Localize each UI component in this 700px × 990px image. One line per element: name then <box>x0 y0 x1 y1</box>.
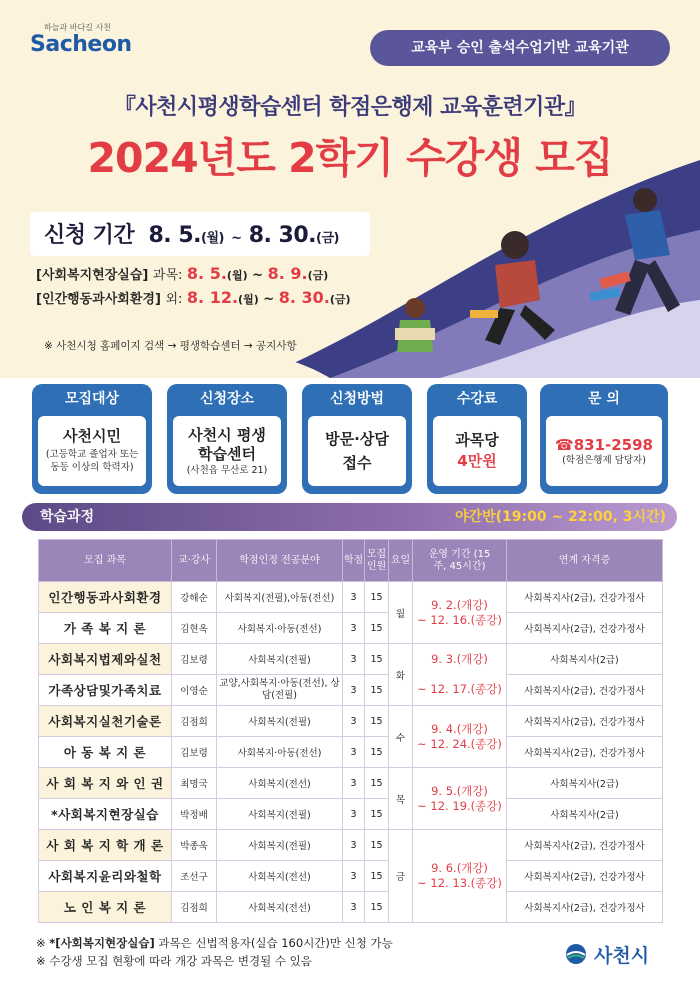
table-row <box>39 706 663 737</box>
period-cell <box>413 644 507 706</box>
night-class-time: 야간반(19:00 ~ 22:00, 3시간) <box>455 509 666 525</box>
info-card-head: 수강료 <box>456 391 498 407</box>
field-cell: 사회복지(전필) <box>217 706 343 737</box>
credit-cell: 3 <box>343 644 365 675</box>
capacity-cell: 15 <box>365 799 389 830</box>
period-start-text: 9. 6.(개강) <box>431 861 488 875</box>
line1-tilde: ~ <box>252 268 264 283</box>
sacheon-city-emblem-icon <box>565 943 587 965</box>
info-card-main: 사천시 평생학습센터 <box>188 425 266 463</box>
course-section-title: 학습과정 <box>40 509 95 525</box>
table-row <box>39 892 663 923</box>
cert-cell: 사회복지사(2급), 건강가정사 <box>507 582 663 613</box>
table-row <box>39 582 663 613</box>
line1-label: [사회복지현장실습] <box>36 268 149 283</box>
field-cell: 사회복지·아동(전선) <box>217 737 343 768</box>
logo-tagline: 하늘과 바다길 사천 <box>44 23 111 32</box>
table-row <box>39 799 663 830</box>
teacher-cell: 박종욱 <box>172 830 217 861</box>
table-row <box>39 675 663 706</box>
period-line-others <box>36 288 351 307</box>
field-cell: 사회복지·아동(전선) <box>217 613 343 644</box>
credit-cell: 3 <box>343 830 365 861</box>
cert-cell: 사회복지사(2급), 건강가정사 <box>507 737 663 768</box>
info-card-target <box>32 384 152 494</box>
line2-start-day: (월) <box>238 293 259 306</box>
info-card-method <box>302 384 412 494</box>
credit-cell: 3 <box>343 582 365 613</box>
field-cell: 사회복지(전선) <box>217 892 343 923</box>
subject-cell: 사회복지법제와실천 <box>39 644 172 675</box>
subject-cell: 사 회 복 지 와 인 권 <box>39 768 172 799</box>
info-card-fee-value: 4만원 <box>457 452 497 470</box>
period-start-text: 9. 4.(개강) <box>431 721 488 736</box>
field-cell: 사회복지(전선) <box>217 768 343 799</box>
credit-cell: 3 <box>343 892 365 923</box>
capacity-cell: 15 <box>365 830 389 861</box>
day-cell: 화 <box>389 644 413 706</box>
info-card-main: 방문·상담 접수 <box>325 430 389 472</box>
teacher-cell: 김보령 <box>172 644 217 675</box>
info-card-body <box>38 416 146 486</box>
period-tilde: ~ <box>231 231 242 246</box>
info-card-head: 문 의 <box>588 391 620 407</box>
credit-cell: 3 <box>343 768 365 799</box>
period-start: 8. 5. <box>148 223 201 248</box>
table-row <box>39 830 663 861</box>
application-period <box>44 218 339 249</box>
info-card-head: 신청장소 <box>199 391 255 407</box>
teacher-cell: 이영순 <box>172 675 217 706</box>
table-header-row <box>39 540 663 582</box>
cert-cell: 사회복지사(2급), 건강가정사 <box>507 675 663 706</box>
table-row <box>39 613 663 644</box>
line1-start-day: (월) <box>226 269 248 282</box>
capacity-cell: 15 <box>365 613 389 644</box>
phone-number[interactable]: ☎831-2598 <box>555 435 653 454</box>
info-card-body <box>546 416 662 486</box>
col-header: 모집 과목 <box>39 540 172 582</box>
header-section <box>0 0 700 378</box>
period-end-text: ~ 12. 13.(종강) <box>417 876 502 890</box>
teacher-cell: 강해순 <box>172 582 217 613</box>
period-end-text: ~ 12. 19.(종강) <box>417 798 502 813</box>
credit-cell: 3 <box>343 861 365 892</box>
period-end-day: (금) <box>316 231 339 246</box>
page-title: 『사천시평생학습센터 학점은행제 교육훈련기관』 <box>113 95 587 120</box>
period-cell <box>413 830 507 923</box>
period-line-practice <box>36 264 328 283</box>
info-card-contact <box>540 384 668 494</box>
students-illustration <box>440 180 690 370</box>
info-card-main: 과목당 <box>455 431 499 449</box>
subject-cell: 가 족 복 지 론 <box>39 613 172 644</box>
period-start-text: 9. 5.(개강) <box>431 783 488 798</box>
period-cell <box>413 706 507 768</box>
subject-cell: 노 인 복 지 론 <box>39 892 172 923</box>
line2-tilde: ~ <box>263 292 275 307</box>
line1-suffix: 과목: <box>152 268 183 283</box>
field-cell: 사회복지(전필),아동(전선) <box>217 582 343 613</box>
period-start-day: (월) <box>201 231 224 246</box>
field-cell: 교양,사회복지·아동(전선), 상담(전필) <box>217 675 343 706</box>
field-cell: 사회복지(전필) <box>217 644 343 675</box>
subject-cell: 가족상담및가족치료 <box>39 675 172 706</box>
teacher-cell: 조선구 <box>172 861 217 892</box>
subject-cell: 사회복지윤리와철학 <box>39 861 172 892</box>
col-header: 학점 <box>343 540 365 582</box>
info-card-body <box>173 416 281 486</box>
teacher-cell: 김현옥 <box>172 613 217 644</box>
col-header: 학점인정 전공분야 <box>217 540 343 582</box>
period-end-text: ~ 12. 24.(종강) <box>417 736 502 751</box>
capacity-cell: 15 <box>365 582 389 613</box>
day-cell: 목 <box>389 768 413 830</box>
footer-note-practice <box>36 935 393 951</box>
info-card-body <box>433 416 521 486</box>
field-cell: 사회복지(전필) <box>217 830 343 861</box>
day-cell: 월 <box>389 582 413 644</box>
period-label: 신청 기간 <box>44 223 135 248</box>
period-end-text: ~ 12. 16.(종강) <box>417 612 502 627</box>
capacity-cell: 15 <box>365 892 389 923</box>
table-row <box>39 737 663 768</box>
subject-cell: *사회복지현장실습 <box>39 799 172 830</box>
logo-text: Sacheon <box>30 32 132 57</box>
teacher-cell: 최명국 <box>172 768 217 799</box>
sacheon-logo <box>30 22 132 57</box>
credit-cell: 3 <box>343 675 365 706</box>
footer-note-bold: *[사회복지현장실습] <box>49 936 155 950</box>
line2-end-day: (금) <box>329 293 351 306</box>
credit-cell: 3 <box>343 613 365 644</box>
teacher-cell: 김점희 <box>172 706 217 737</box>
cert-cell: 사회복지사(2급), 건강가정사 <box>507 830 663 861</box>
subject-cell: 인간행동과사회환경 <box>39 582 172 613</box>
teacher-cell: 김보령 <box>172 737 217 768</box>
capacity-cell: 15 <box>365 737 389 768</box>
line1-end: 8. 9. <box>267 264 308 283</box>
cert-cell: 사회복지사(2급) <box>507 799 663 830</box>
cert-cell: 사회복지사(2급) <box>507 644 663 675</box>
line1-start: 8. 5. <box>186 264 227 283</box>
city-name: 사천시 <box>594 945 650 967</box>
capacity-cell: 15 <box>365 706 389 737</box>
cert-cell: 사회복지사(2급) <box>507 768 663 799</box>
info-card-sub: (사천읍 무산로 21) <box>186 464 268 476</box>
table-row <box>39 768 663 799</box>
col-header: 모집 인원 <box>365 540 389 582</box>
col-header: 운영 기간 (15주, 45시간) <box>413 540 507 582</box>
cert-cell: 사회복지사(2급), 건강가정사 <box>507 613 663 644</box>
homepage-note: ※ 사천시청 홈페이지 검색 → 평생학습센터 → 공지사항 <box>44 340 297 352</box>
table-row <box>39 861 663 892</box>
capacity-cell: 15 <box>365 861 389 892</box>
footer-note-change: ※ 수강생 모집 현황에 따라 개강 과목은 변경될 수 있음 <box>36 954 312 968</box>
headline: 2024년도 2학기 수강생 모집 <box>87 134 613 182</box>
course-table <box>38 539 663 923</box>
subject-cell: 사회복지실천기술론 <box>39 706 172 737</box>
field-cell: 사회복지(전선) <box>217 861 343 892</box>
child-reading-illustration <box>385 290 445 360</box>
info-card-main: 사천시민 <box>63 426 121 445</box>
line2-suffix: 외: <box>165 292 183 307</box>
credit-cell: 3 <box>343 706 365 737</box>
period-end-text: ~ 12. 17.(종강) <box>417 682 502 696</box>
footer-note-prefix: ※ <box>36 936 50 950</box>
period-end: 8. 30. <box>248 223 316 248</box>
cert-cell: 사회복지사(2급), 건강가정사 <box>507 861 663 892</box>
field-cell: 사회복지(전필) <box>217 799 343 830</box>
capacity-cell: 15 <box>365 675 389 706</box>
cert-cell: 사회복지사(2급), 건강가정사 <box>507 892 663 923</box>
period-start-text: 9. 2.(개강) <box>431 597 488 612</box>
line1-end-day: (금) <box>307 269 329 282</box>
info-card-place <box>167 384 287 494</box>
col-header: 연계 자격증 <box>507 540 663 582</box>
period-cell <box>413 768 507 830</box>
info-card-fee <box>427 384 527 494</box>
footer-note-rest: 과목은 신법적용자(실습 160시간)만 신청 가능 <box>154 936 393 950</box>
info-card-head: 신청방법 <box>329 391 385 407</box>
line2-label: [인간행동과사회환경] <box>36 292 161 307</box>
col-header: 교·강사 <box>172 540 217 582</box>
info-card-head: 모집대상 <box>64 391 120 407</box>
info-card-sub: (고등학교 졸업자 또는 동등 이상의 학력자) <box>45 448 139 473</box>
subject-cell: 사 회 복 지 학 개 론 <box>39 830 172 861</box>
capacity-cell: 15 <box>365 644 389 675</box>
teacher-cell: 김점희 <box>172 892 217 923</box>
info-card-sub: (학점은행제 담당자) <box>562 454 646 466</box>
day-cell: 금 <box>389 830 413 923</box>
subject-cell: 아 동 복 지 론 <box>39 737 172 768</box>
period-cell <box>413 582 507 644</box>
capacity-cell: 15 <box>365 768 389 799</box>
credit-cell: 3 <box>343 737 365 768</box>
teacher-cell: 박정배 <box>172 799 217 830</box>
credit-cell: 3 <box>343 799 365 830</box>
approval-badge: 교육부 승인 출석수업기반 교육기관 <box>370 30 670 66</box>
line2-start: 8. 12. <box>186 288 239 307</box>
period-start-text: 9. 3.(개강) <box>431 652 488 666</box>
table-row <box>39 644 663 675</box>
cert-cell: 사회복지사(2급), 건강가정사 <box>507 706 663 737</box>
info-card-body <box>308 416 406 486</box>
line2-end: 8. 30. <box>278 288 330 307</box>
day-cell: 수 <box>389 706 413 768</box>
col-header: 요일 <box>389 540 413 582</box>
